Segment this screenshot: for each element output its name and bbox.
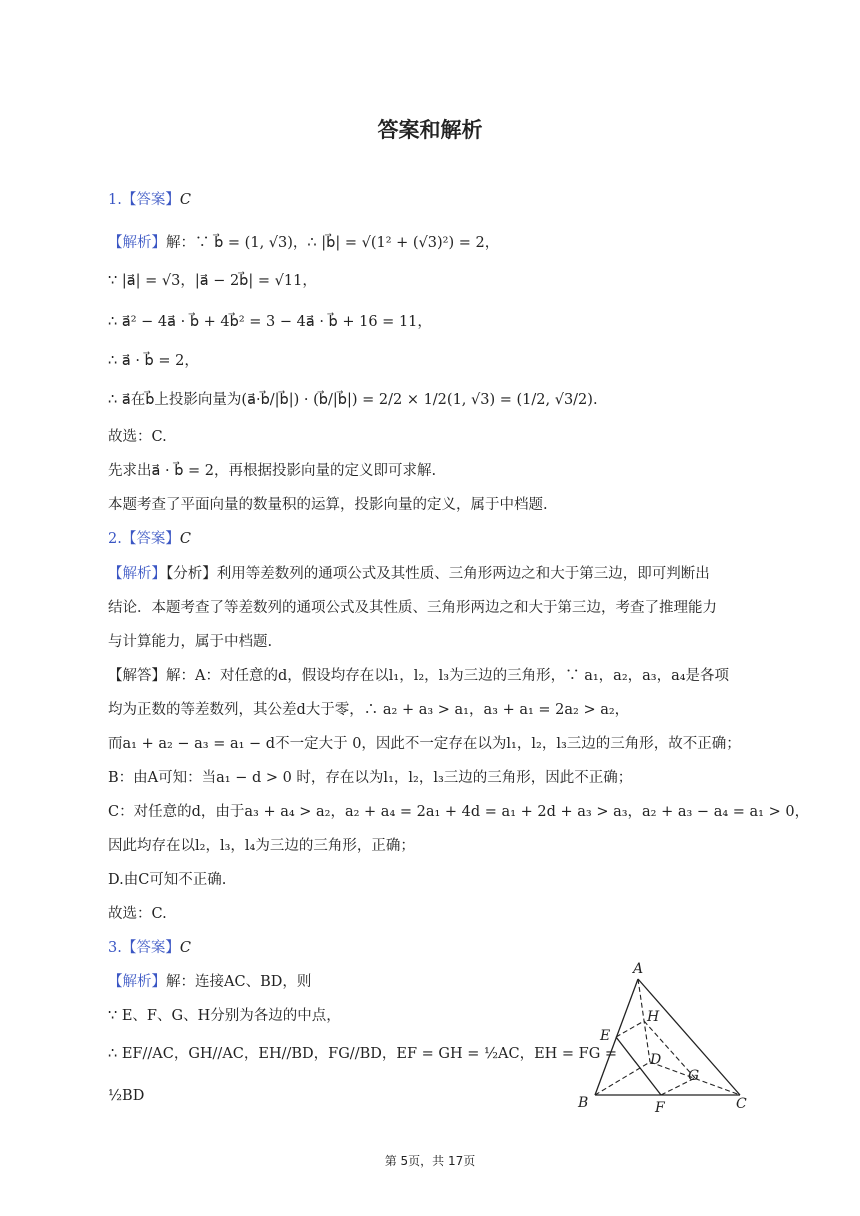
q2-answer-value: C — [179, 531, 191, 547]
q2-line-10: D.由C可知不正确. — [108, 872, 227, 888]
q2-analysis-tag: 【解析】 — [108, 566, 166, 582]
q3-line-1 — [108, 971, 311, 993]
q1-line-5: ∴ a⃗在b⃗上投影向量为(a⃗·b⃗/|b⃗|) · (b⃗/|b⃗|) = 2/2 × 1/2(1, √3) = (1/2, √3/2). — [108, 392, 598, 408]
q3-answer-value: C — [179, 940, 191, 956]
q2-line-7: B：由A可知：当a₁ − d > 0 时，存在以为l₁，l₂，l₃三边的三角形，因此不正确； — [108, 770, 633, 786]
label-f: F — [655, 1100, 665, 1116]
q1-line-8: 本题考查了平面向量的数量积的运算，投影向量的定义，属于中档题. — [108, 497, 548, 513]
q2-line-3: 与计算能力，属于中档题. — [108, 634, 273, 650]
q1-line-2: ∵ |a⃗| = √3，|a⃗ − 2b⃗| = √11， — [108, 273, 317, 289]
q3-text-1: 解：连接AC、BD，则 — [166, 974, 312, 990]
q2-line-2: 结论．本题考查了等差数列的通项公式及其性质、三角形两边之和大于第三边，考查了推理能力 — [108, 600, 717, 616]
q3-number: 3. — [108, 940, 122, 956]
q1-number: 1. — [108, 192, 122, 208]
edge-bd — [595, 1062, 650, 1095]
q1-analysis-tag: 【解析】 — [108, 235, 166, 251]
q3-line-3: ∴ EF//AC，GH//AC，EH//BD，FG//BD，EF = GH = ½AC，EH = FG = — [108, 1046, 618, 1062]
label-c: C — [736, 1096, 747, 1112]
label-e: E — [600, 1028, 611, 1044]
label-g: G — [688, 1068, 700, 1084]
label-a: A — [633, 961, 644, 977]
q1-answer-value: C — [179, 192, 191, 208]
q3-line-2: ∵ E、F、G、H分别为各边的中点， — [108, 1008, 341, 1024]
page-footer: 第 5页，共 17页 — [384, 1154, 476, 1168]
q2-number: 2. — [108, 531, 122, 547]
q3-answer-tag: 【答案】 — [121, 940, 180, 956]
q2-answer-line — [108, 528, 191, 550]
segment-eh — [616, 1021, 644, 1037]
label-h: H — [647, 1009, 660, 1025]
q2-line-6: 而a₁ + a₂ − a₃ = a₁ − d不一定大于 0，因此不一定存在以为l₁，l₂，l₃三边的三角形，故不正确； — [108, 736, 741, 752]
q2-line-4: 【解答】解：A：对任意的d，假设均存在以l₁，l₂，l₃为三边的三角形，∵ a₁，a₂，a₃，a₄是各项 — [108, 668, 730, 684]
q3-analysis-tag: 【解析】 — [108, 974, 166, 990]
q2-line-11: 故选：C. — [108, 906, 167, 922]
q1-answer-tag: 【答案】 — [121, 192, 180, 208]
q2-line-8: C：对任意的d，由于a₃ + a₄ > a₂，a₂ + a₄ = 2a₁ + 4d = a₁ + 2d + a₃ > a₃，a₂ + a₃ − a₄ = a₁ > 0， — [108, 804, 810, 820]
q1-line-1 — [108, 232, 499, 254]
q1-line-3: ∴ a⃗² − 4a⃗ · b⃗ + 4b⃗² = 3 − 4a⃗ · b⃗ + 16 = 11， — [108, 314, 432, 330]
label-d: D — [650, 1052, 662, 1068]
tetrahedron-figure — [575, 958, 755, 1123]
q1-answer-line — [108, 189, 191, 211]
q2-line-1 — [108, 563, 710, 585]
q3-line-4: ½BD — [108, 1088, 145, 1104]
q1-line-7: 先求出a⃗ · b⃗ = 2，再根据投影向量的定义即可求解. — [108, 463, 437, 479]
q1-line-4: ∴ a⃗ · b⃗ = 2， — [108, 353, 199, 369]
q2-answer-tag: 【答案】 — [121, 531, 180, 547]
label-b: B — [578, 1095, 589, 1111]
q1-text-1: 解：∵ b⃗ = (1, √3)，∴ |b⃗| = √(1² + (√3)²) = 2， — [166, 235, 500, 251]
q2-text-1: 【分析】利用等差数列的通项公式及其性质、三角形两边之和大于第三边，即可判断出 — [166, 566, 710, 582]
q1-line-6: 故选：C. — [108, 429, 167, 445]
q2-line-9: 因此均存在以l₂，l₃，l₄为三边的三角形，正确； — [108, 838, 415, 854]
page-title: 答案和解析 — [377, 118, 483, 142]
q2-line-5: 均为正数的等差数列，其公差d大于零，∴ a₂ + a₃ > a₁，a₃ + a₁ = 2a₂ > a₂， — [108, 702, 630, 718]
q3-answer-line — [108, 937, 191, 959]
